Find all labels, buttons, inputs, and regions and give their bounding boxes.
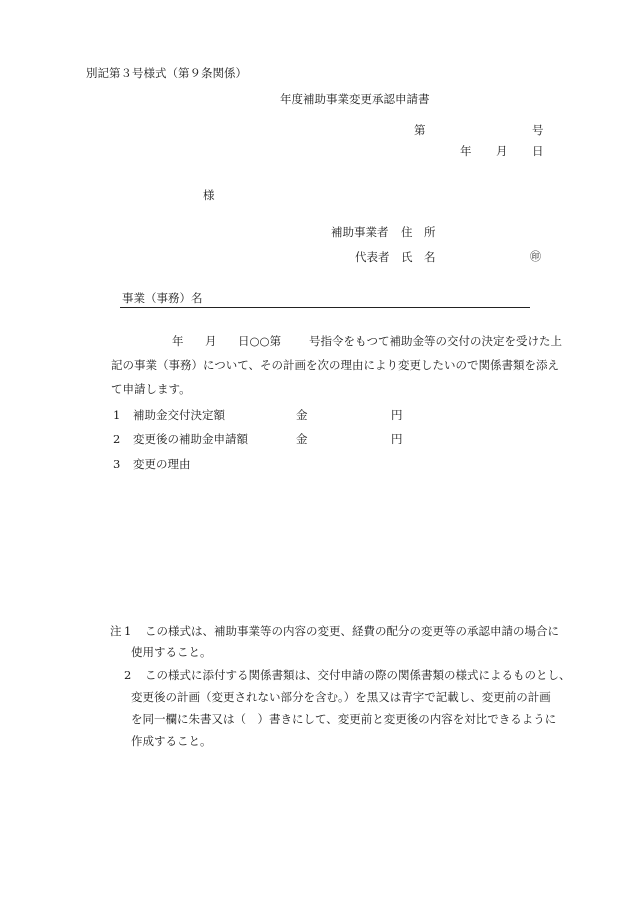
item-3-label: 変更の理由 (133, 457, 191, 471)
item-3-number: 3 (113, 457, 121, 471)
note-1-line1: この様式は、補助事業等の内容の変更、経費の配分の変更等の承認申請の場合に (145, 624, 559, 638)
note-1-number: 1 (124, 624, 132, 638)
item-2-label: 変更後の補助金申請額 (133, 432, 248, 446)
body-year: 年 (172, 334, 184, 348)
item-2-kin: 金 (296, 432, 308, 446)
representative-label: 代表者 (355, 250, 390, 264)
body-line3: て申請します。 (111, 382, 191, 396)
addressee-sama: 様 (203, 188, 215, 202)
document-title: 年度補助事業変更承認申請書 (280, 92, 430, 106)
item-2-number: 2 (113, 432, 121, 446)
item-1-yen: 円 (391, 408, 403, 422)
project-name-underline (120, 307, 530, 308)
body-day-ref: 日○○第 (238, 334, 282, 348)
note-2-line3: を同一欄に朱書又は（ ）書きにして、変更前と変更後の内容を対比できるように (131, 712, 557, 726)
item-1-kin: 金 (296, 408, 308, 422)
body-line2: 記の事業（事務）について、その計画を次の理由により変更したいので関係書類を添え (111, 358, 560, 372)
item-1-number: 1 (113, 408, 121, 422)
doc-number-go: 号 (532, 123, 544, 137)
doc-number-dai: 第 (414, 123, 426, 137)
note-2-number: 2 (124, 668, 132, 682)
notes-prefix: 注 (110, 624, 122, 638)
item-1-label: 補助金交付決定額 (133, 408, 225, 422)
note-2-line2: 変更後の計画（変更されない部分を含む。）を黒又は青字で記載し、変更前の計画 (131, 690, 551, 704)
date-year: 年 (460, 144, 472, 158)
note-2-line4: 作成すること。 (131, 734, 212, 748)
date-month: 月 (496, 144, 508, 158)
project-name-label: 事業（事務）名 (122, 291, 203, 305)
form-number-label: 別記第３号様式（第９条関係） (86, 66, 247, 80)
note-2-line1: この様式に添付する関係書類は、交付申請の際の関係書類の様式によるものとし、 (145, 668, 571, 682)
applicant-label: 補助事業者 (331, 225, 389, 239)
address-label: 住 所 (401, 225, 436, 239)
name-label: 氏 名 (401, 250, 436, 264)
body-line1-rest: 号指令をもつて補助金等の交付の決定を受けた上 (309, 334, 562, 348)
seal-mark: ㊞ (530, 250, 541, 263)
body-month: 月 (205, 334, 217, 348)
date-day: 日 (532, 144, 544, 158)
item-2-yen: 円 (391, 432, 403, 446)
note-1-line2: 使用すること。 (131, 645, 212, 659)
